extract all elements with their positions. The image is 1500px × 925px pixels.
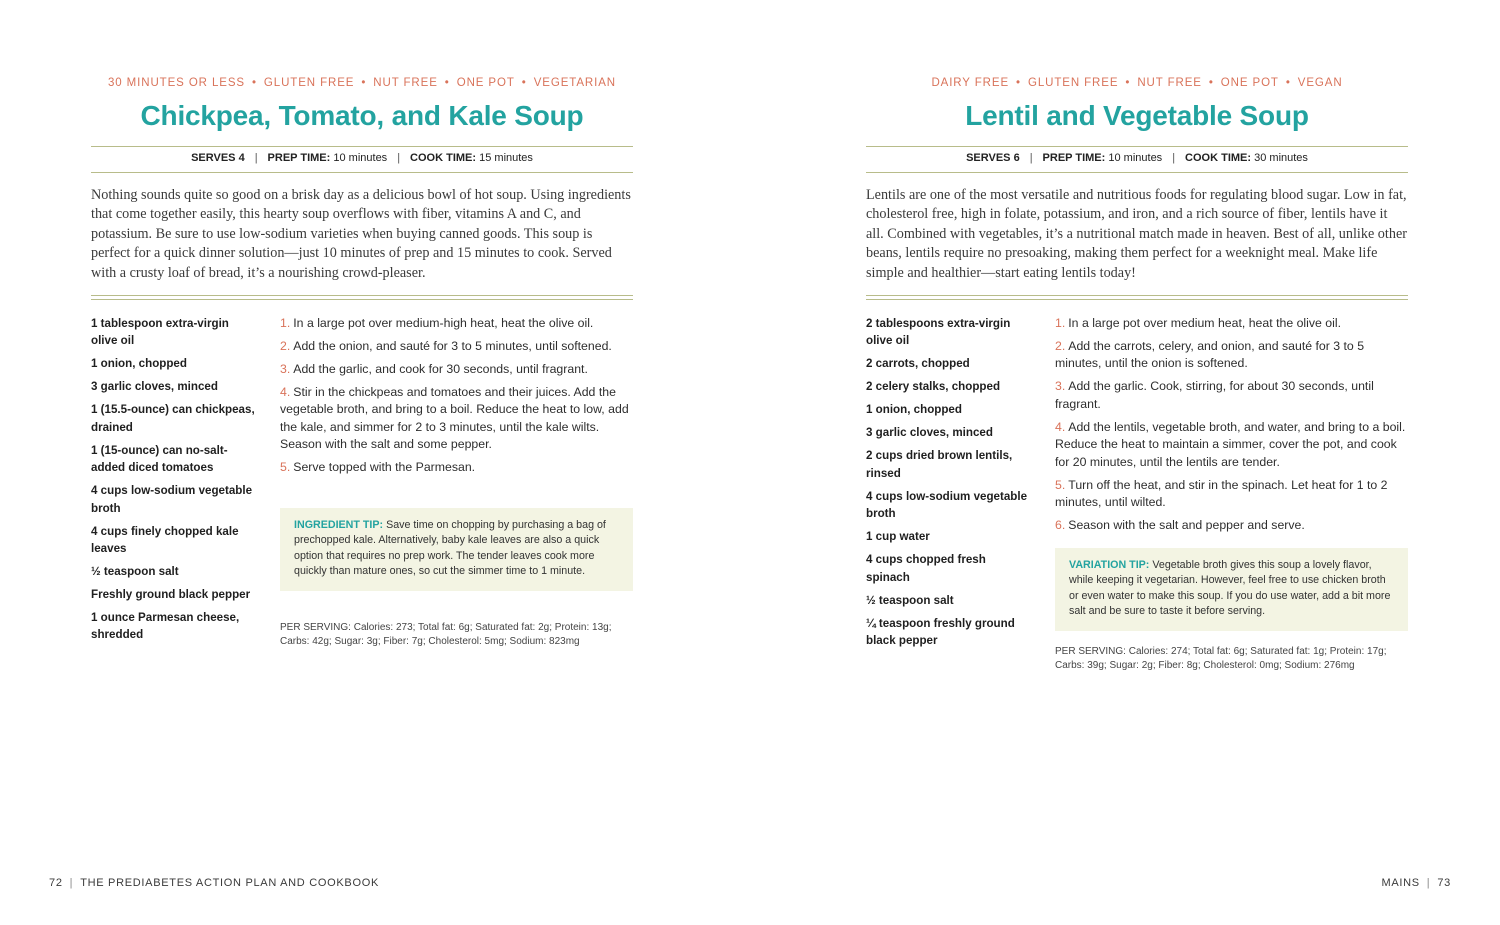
footer-separator: | bbox=[1426, 877, 1431, 889]
divider-rule bbox=[866, 295, 1408, 296]
step-number: 1. bbox=[280, 316, 291, 330]
variation-tip-box bbox=[1055, 548, 1408, 631]
step-number: 5. bbox=[280, 460, 291, 475]
step-item bbox=[280, 315, 633, 332]
step-number: 5. bbox=[1055, 477, 1066, 492]
step-item bbox=[1055, 477, 1408, 512]
tip-label: VARIATION TIP: bbox=[1069, 559, 1150, 571]
section-name: MAINS bbox=[1381, 877, 1420, 889]
ingredient-item: 4 cups chopped fresh spinach bbox=[866, 553, 986, 584]
prep-value: 10 minutes bbox=[1108, 152, 1163, 164]
ingredient-item: 4 cups low-sodium vegetable broth bbox=[91, 484, 253, 515]
divider-rule bbox=[91, 172, 633, 173]
nutrition-info: PER SERVING: Calories: 273; Total fat: 6g; Saturated fat: 2g; Protein: 13g; Carbs: 42g; Sugar: 3g; Fiber: 7g; Cholesterol: 5mg; Sodium: 823mg bbox=[280, 622, 612, 647]
step-item bbox=[280, 361, 633, 378]
step-item bbox=[280, 384, 633, 454]
recipe-intro: Lentils are one of the most versatile and nutritious foods for regulating blood sugar. Low in fat, cholesterol free, high in folate, potassium, and iron, and a rich source of fiber, lentils have it all. Combined with vegetables, it’s a nutritional match made in heaven. Best of all, unlike other beans, lentils require no presoaking, making them perfect for a weeknight meal. Make life simple and healthier—start eating lentils today! bbox=[866, 187, 1407, 281]
recipe-meta bbox=[91, 152, 633, 164]
footer-separator: | bbox=[69, 877, 74, 889]
tag: NUT FREE bbox=[373, 77, 438, 89]
recipe-intro: Nothing sounds quite so good on a brisk day as a delicious bowl of hot soup. Using ingredients that come together easily, this hearty soup overflows with fiber, vitamins A and C, and potassium. Be sure to use low-sodium varieties when buying canned goods. This soup is perfect for a quick dinner solution—just 10 minutes of prep and 15 minutes to cook. Served with a crusty loaf of bread, it’s a nourishing crowd-pleaser. bbox=[91, 187, 631, 281]
tag: DAIRY FREE bbox=[931, 77, 1010, 89]
step-list bbox=[280, 315, 633, 482]
nutrition-info: PER SERVING: Calories: 274; Total fat: 6g; Saturated fat: 1g; Protein: 17g; Carbs: 39g; Sugar: 2g; Fiber: 8g; Cholesterol: 0mg; Sodium: 276mg bbox=[1055, 646, 1387, 671]
ingredient-item: 1 cup water bbox=[866, 530, 930, 544]
tag: ONE POT bbox=[1220, 77, 1279, 89]
recipe-title: Chickpea, Tomato, and Kale Soup bbox=[140, 100, 584, 131]
meta-separator: | bbox=[1172, 152, 1176, 164]
tag: ONE POT bbox=[456, 77, 515, 89]
step-item bbox=[1055, 517, 1408, 534]
page-footer bbox=[1381, 877, 1451, 889]
ingredient-item: 1 (15.5-ounce) can chickpeas, drained bbox=[91, 403, 255, 434]
tag-separator: • bbox=[444, 77, 450, 89]
ingredient-list bbox=[866, 315, 1031, 655]
step-text: Season with the salt and pepper and serve. bbox=[1068, 518, 1305, 533]
serves-label: SERVES 4 bbox=[191, 152, 245, 164]
recipe-tags bbox=[866, 77, 1408, 89]
ingredient-item: ½ teaspoon salt bbox=[91, 565, 179, 579]
step-item bbox=[280, 459, 633, 476]
ingredient-item: 1 tablespoon extra-virgin olive oil bbox=[91, 317, 229, 348]
tag-separator: • bbox=[361, 77, 367, 89]
divider-rule bbox=[91, 295, 633, 296]
serves-label: SERVES 6 bbox=[966, 152, 1020, 164]
ingredient-list bbox=[91, 315, 256, 649]
meta-separator: | bbox=[397, 152, 401, 164]
step-text: Add the onion, and sauté for 3 to 5 minutes, until softened. bbox=[293, 339, 612, 353]
ingredient-item: 2 celery stalks, chopped bbox=[866, 380, 1001, 394]
step-text: Serve topped with the Parmesan. bbox=[293, 460, 476, 475]
tag: NUT FREE bbox=[1137, 77, 1202, 89]
recipe-meta bbox=[866, 152, 1408, 164]
tip-text: Vegetable broth gives this soup a lovely flavor, while keeping it vegetarian. However, feel free to use chicken broth or even water to make this soup. If you do use water, add a bit more salt and be sure to taste it before serving. bbox=[1069, 559, 1391, 618]
ingredient-tip-box bbox=[280, 508, 633, 591]
step-text: In a large pot over medium-high heat, heat the olive oil. bbox=[293, 316, 594, 330]
step-text: Add the garlic. Cook, stirring, for about 30 seconds, until fragrant. bbox=[1055, 379, 1374, 411]
step-text: Add the carrots, celery, and onion, and sauté for 3 to 5 minutes, until the onion is softened. bbox=[1055, 339, 1365, 371]
step-item bbox=[1055, 419, 1408, 471]
step-number: 3. bbox=[1055, 379, 1066, 394]
tip-text: Save time on chopping by purchasing a bag of prechopped kale. Alternatively, baby kale leaves are also a quick option that requires no prep work. The tender leaves cook more quickly than mature ones, so cut the simmer time to 1 minute. bbox=[294, 519, 606, 578]
ingredient-item: 2 carrots, chopped bbox=[866, 357, 970, 371]
ingredient-item: 1 (15-ounce) can no-salt-added diced tomatoes bbox=[91, 443, 228, 475]
step-number: 6. bbox=[1055, 518, 1066, 533]
ingredient-item: ¼ teaspoon freshly ground black pepper bbox=[866, 616, 1015, 648]
step-text: In a large pot over medium heat, heat the olive oil. bbox=[1068, 316, 1342, 330]
ingredient-item: 1 ounce Parmesan cheese, shredded bbox=[91, 611, 240, 642]
step-number: 1. bbox=[1055, 316, 1066, 330]
tag-separator: • bbox=[1208, 77, 1214, 89]
tag: GLUTEN FREE bbox=[1027, 77, 1119, 89]
tip-label: INGREDIENT TIP: bbox=[294, 519, 384, 531]
ingredient-item: 2 tablespoons extra-virgin olive oil bbox=[866, 317, 1011, 348]
ingredient-item: Freshly ground black pepper bbox=[91, 588, 251, 602]
step-item bbox=[280, 338, 633, 355]
step-item bbox=[1055, 315, 1408, 332]
page-number: 72 bbox=[49, 877, 63, 889]
tag-separator: • bbox=[521, 77, 527, 89]
recipe-tags bbox=[91, 77, 633, 89]
divider-rule bbox=[866, 146, 1408, 147]
tag: GLUTEN FREE bbox=[263, 77, 355, 89]
ingredient-item: 3 garlic cloves, minced bbox=[866, 426, 993, 440]
book-title: THE PREDIABETES ACTION PLAN AND COOKBOOK bbox=[80, 877, 379, 889]
tag-separator: • bbox=[251, 77, 257, 89]
page-number: 73 bbox=[1437, 877, 1451, 889]
step-number: 2. bbox=[1055, 339, 1066, 353]
cook-label: COOK TIME: bbox=[1185, 152, 1252, 164]
prep-label: PREP TIME: bbox=[1042, 152, 1106, 164]
right-page bbox=[750, 0, 1500, 925]
divider-rule bbox=[91, 146, 633, 147]
page-footer bbox=[49, 877, 379, 889]
step-text: Add the garlic, and cook for 30 seconds, until fragrant. bbox=[293, 362, 588, 376]
tag: VEGETARIAN bbox=[533, 77, 616, 89]
step-list bbox=[1055, 315, 1408, 540]
recipe-title: Lentil and Vegetable Soup bbox=[965, 100, 1309, 131]
ingredient-item: 1 onion, chopped bbox=[866, 403, 962, 417]
meta-separator: | bbox=[254, 152, 258, 164]
tag-separator: • bbox=[1285, 77, 1291, 89]
cook-value: 30 minutes bbox=[1254, 152, 1308, 164]
step-item bbox=[1055, 378, 1408, 413]
tag-separator: • bbox=[1016, 77, 1021, 89]
ingredient-item: 4 cups low-sodium vegetable broth bbox=[866, 489, 1028, 521]
ingredient-item: 2 cups dried brown lentils, rinsed bbox=[866, 449, 1013, 480]
step-text: Add the lentils, vegetable broth, and water, and bring to a boil. Reduce the heat to maintain a simmer, cover the pot, and cook for 20 minutes, until the lentils are tender. bbox=[1055, 419, 1406, 469]
ingredient-item: 3 garlic cloves, minced bbox=[91, 380, 218, 394]
divider-rule bbox=[866, 299, 1408, 300]
ingredient-item: 1 onion, chopped bbox=[91, 357, 187, 371]
divider-rule bbox=[866, 172, 1408, 173]
ingredient-item: ½ teaspoon salt bbox=[866, 593, 954, 607]
step-number: 2. bbox=[280, 339, 291, 353]
tag-separator: • bbox=[1125, 77, 1131, 89]
meta-separator: | bbox=[1029, 152, 1033, 164]
cook-label: COOK TIME: bbox=[410, 152, 477, 164]
prep-label: PREP TIME: bbox=[267, 152, 331, 164]
step-number: 4. bbox=[280, 385, 291, 399]
tag: 30 MINUTES OR LESS bbox=[108, 77, 245, 89]
step-number: 3. bbox=[280, 362, 291, 376]
step-number: 4. bbox=[1055, 419, 1066, 434]
tag: VEGAN bbox=[1297, 77, 1343, 89]
prep-value: 10 minutes bbox=[333, 152, 388, 164]
divider-rule bbox=[91, 299, 633, 300]
step-text: Stir in the chickpeas and tomatoes and their juices. Add the vegetable broth, and bring to a boil. Reduce the heat to low, add the kale, and simmer for 2 to 3 minutes, until the kale wilts. Season with the salt and some pepper. bbox=[280, 385, 629, 452]
step-text: Turn off the heat, and stir in the spinach. Let heat for 1 to 2 minutes, until wilted. bbox=[1055, 477, 1388, 510]
step-item bbox=[1055, 338, 1408, 373]
ingredient-item: 4 cups finely chopped kale leaves bbox=[91, 524, 239, 556]
cook-value: 15 minutes bbox=[479, 152, 533, 164]
